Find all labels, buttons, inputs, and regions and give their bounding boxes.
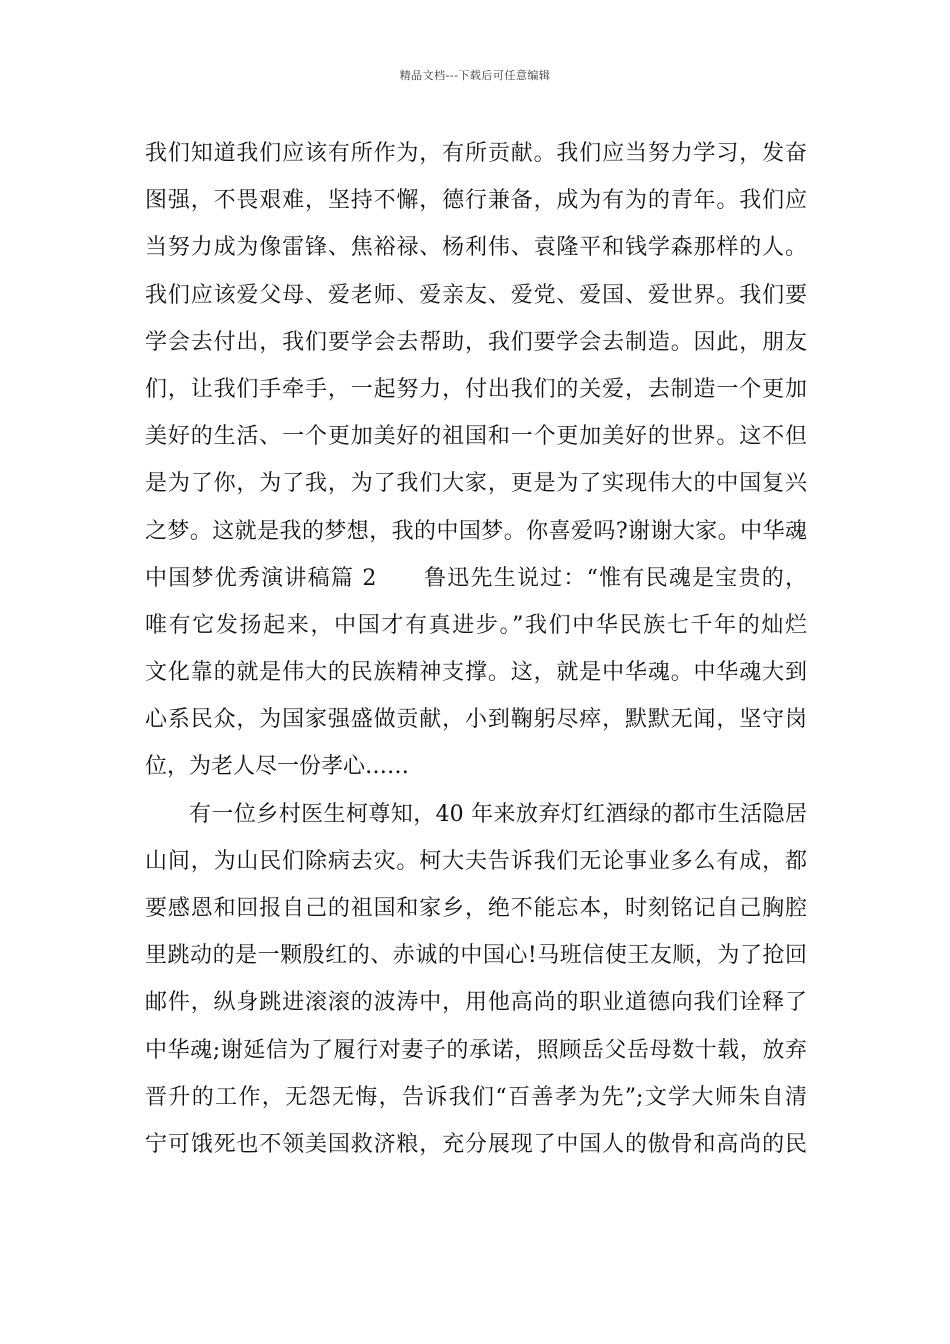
text-line: 晋升的工作，无怨无悔，告诉我们“百善孝为先”;文学大师朱自清 — [145, 1084, 807, 1110]
text-line: 里跳动的是一颗殷红的、赤诚的中国心!马班信使王友顺，为了抢回 — [145, 943, 807, 969]
text-line: 我们应该爱父母、爱老师、爱亲友、爱党、爱国、爱世界。我们要 — [145, 282, 807, 308]
page-header: 精品文档---下载后可任意编辑 — [399, 69, 551, 82]
text-line: 唯有它发扬起来，中国才有真进步。”我们中华民族七千年的灿烂 — [145, 612, 807, 638]
text-line: 文化靠的就是伟大的民族精神支撑。这，就是中华魂。中华魂大到 — [145, 660, 807, 686]
text-line: 邮件，纵身跳进滚滚的波涛中，用他高尚的职业道德向我们诠释了 — [145, 990, 807, 1016]
text-line: 们，让我们手牵手，一起努力，付出我们的关爱，去制造一个更加 — [145, 376, 807, 402]
document-body — [145, 130, 807, 1168]
paragraph-first-line: 有一位乡村医生柯尊知，40 年来放弃灯红酒绿的都市生活隐居 — [189, 801, 807, 827]
text-line: 学会去付出，我们要学会去帮助，我们要学会去制造。因此，朋友 — [145, 329, 807, 355]
text-line: 美好的生活、一个更加美好的祖国和一个更加美好的世界。这不但 — [145, 424, 807, 450]
text-line: 我们知道我们应该有所作为，有所贡献。我们应当努力学习，发奋 — [145, 141, 807, 166]
text-line: 位，为老人尽一份孝心…… — [145, 754, 410, 780]
text-line: 心系民众，为国家强盛做贡献，小到鞠躬尽瘁，默默无闻，坚守岗 — [145, 707, 807, 733]
text-line: 图强，不畏艰难，坚持不懈，德行兼备，成为有为的青年。我们应 — [145, 188, 807, 214]
text-line: 是为了你，为了我，为了我们大家，更是为了实现伟大的中国复兴 — [145, 471, 807, 497]
text-line: 山间，为山民们除病去灾。柯大夫告诉我们无论事业多么有成，都 — [145, 848, 807, 874]
text-line: 中华魂;谢延信为了履行对妻子的承诺，照顾岳父岳母数十载，放弃 — [145, 1037, 807, 1063]
text-line: 当努力成为像雷锋、焦裕禄、杨利伟、袁隆平和钱学森那样的人。 — [145, 235, 807, 261]
text-line: 要感恩和回报自己的祖国和家乡，绝不能忘本，时刻铭记自己胸腔 — [145, 896, 807, 921]
text-line: 中国梦优秀演讲稿篇 2 鲁迅先生说过：“惟有民魂是宝贵的， — [145, 565, 807, 591]
text-line: 之梦。这就是我的梦想，我的中国梦。你喜爱吗?谢谢大家。中华魂 — [145, 518, 807, 544]
text-line: 宁可饿死也不领美国救济粮，充分展现了中国人的傲骨和高尚的民 — [145, 1131, 807, 1157]
